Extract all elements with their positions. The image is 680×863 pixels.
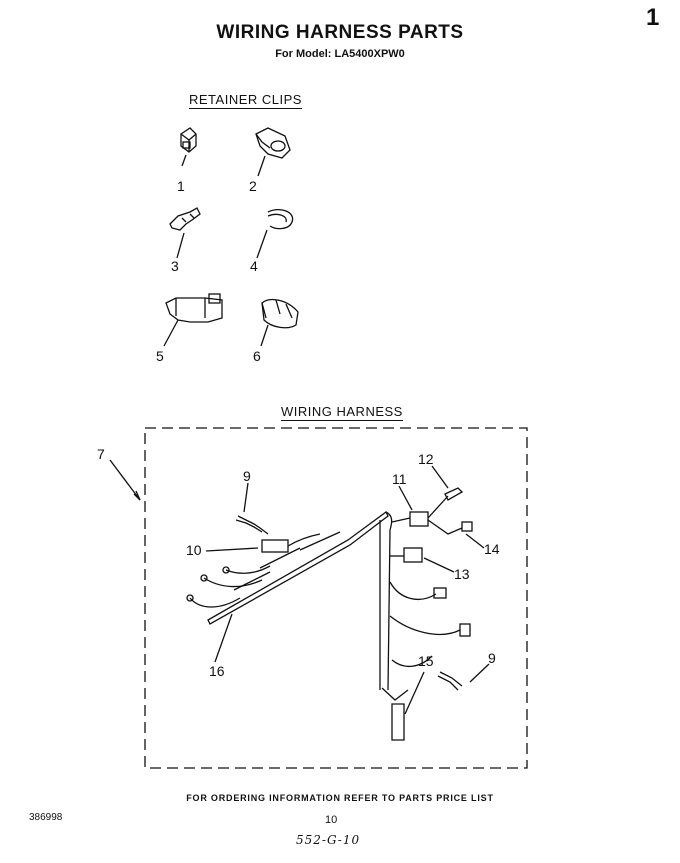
callout-12: 12 bbox=[418, 451, 434, 467]
clip-1-illustration bbox=[181, 128, 196, 152]
ordering-note: FOR ORDERING INFORMATION REFER TO PARTS PRICE LIST bbox=[186, 793, 494, 803]
callout-15: 15 bbox=[418, 653, 434, 669]
callout-2: 2 bbox=[249, 178, 257, 194]
callout-14: 14 bbox=[484, 541, 500, 557]
callout-11: 11 bbox=[392, 471, 407, 487]
handwritten-note: 552-G-10 bbox=[296, 833, 361, 847]
clip-6-illustration bbox=[262, 300, 298, 328]
leader-4 bbox=[257, 230, 267, 258]
leader-2 bbox=[258, 156, 265, 176]
leader-3 bbox=[177, 233, 184, 258]
leader-14 bbox=[466, 534, 484, 548]
wiring-harness-box bbox=[145, 428, 527, 768]
wiring-harness-heading: WIRING HARNESS bbox=[281, 404, 403, 419]
callout-4: 4 bbox=[250, 258, 258, 274]
leader-12 bbox=[432, 466, 448, 488]
leader-11 bbox=[399, 486, 412, 510]
page-title: WIRING HARNESS PARTS bbox=[216, 22, 464, 43]
leader-9a bbox=[244, 483, 248, 512]
callout-13: 13 bbox=[454, 566, 470, 582]
callout-9a: 9 bbox=[243, 468, 251, 484]
clip-2-illustration bbox=[256, 128, 290, 158]
callout-6: 6 bbox=[253, 348, 261, 364]
leader-1 bbox=[182, 155, 186, 166]
leader-16 bbox=[215, 614, 232, 662]
leader-9b bbox=[470, 664, 489, 682]
callout-1: 1 bbox=[177, 178, 185, 194]
clip-5-illustration bbox=[166, 294, 222, 322]
leader-6 bbox=[261, 325, 268, 346]
page-number: 10 bbox=[325, 814, 338, 826]
callout-9b: 9 bbox=[488, 650, 496, 666]
wiring-harness-illustration bbox=[187, 488, 472, 740]
callout-10: 10 bbox=[186, 542, 202, 558]
clip-3-illustration bbox=[170, 208, 200, 230]
retainer-clips-heading: RETAINER CLIPS bbox=[189, 92, 302, 107]
callout-7: 7 bbox=[97, 446, 105, 462]
leader-15 bbox=[405, 672, 424, 714]
page-mark: 1 bbox=[646, 4, 660, 31]
leader-5 bbox=[164, 320, 178, 346]
leader-13 bbox=[424, 558, 454, 572]
callout-5: 5 bbox=[156, 348, 164, 364]
clip-4-illustration bbox=[268, 210, 293, 229]
callout-16: 16 bbox=[209, 663, 225, 679]
leader-10 bbox=[206, 548, 258, 551]
callout-3: 3 bbox=[171, 258, 179, 274]
document-number: 386998 bbox=[29, 812, 63, 823]
leader-7 bbox=[110, 460, 140, 500]
model-subtitle: For Model: LA5400XPW0 bbox=[275, 48, 405, 60]
